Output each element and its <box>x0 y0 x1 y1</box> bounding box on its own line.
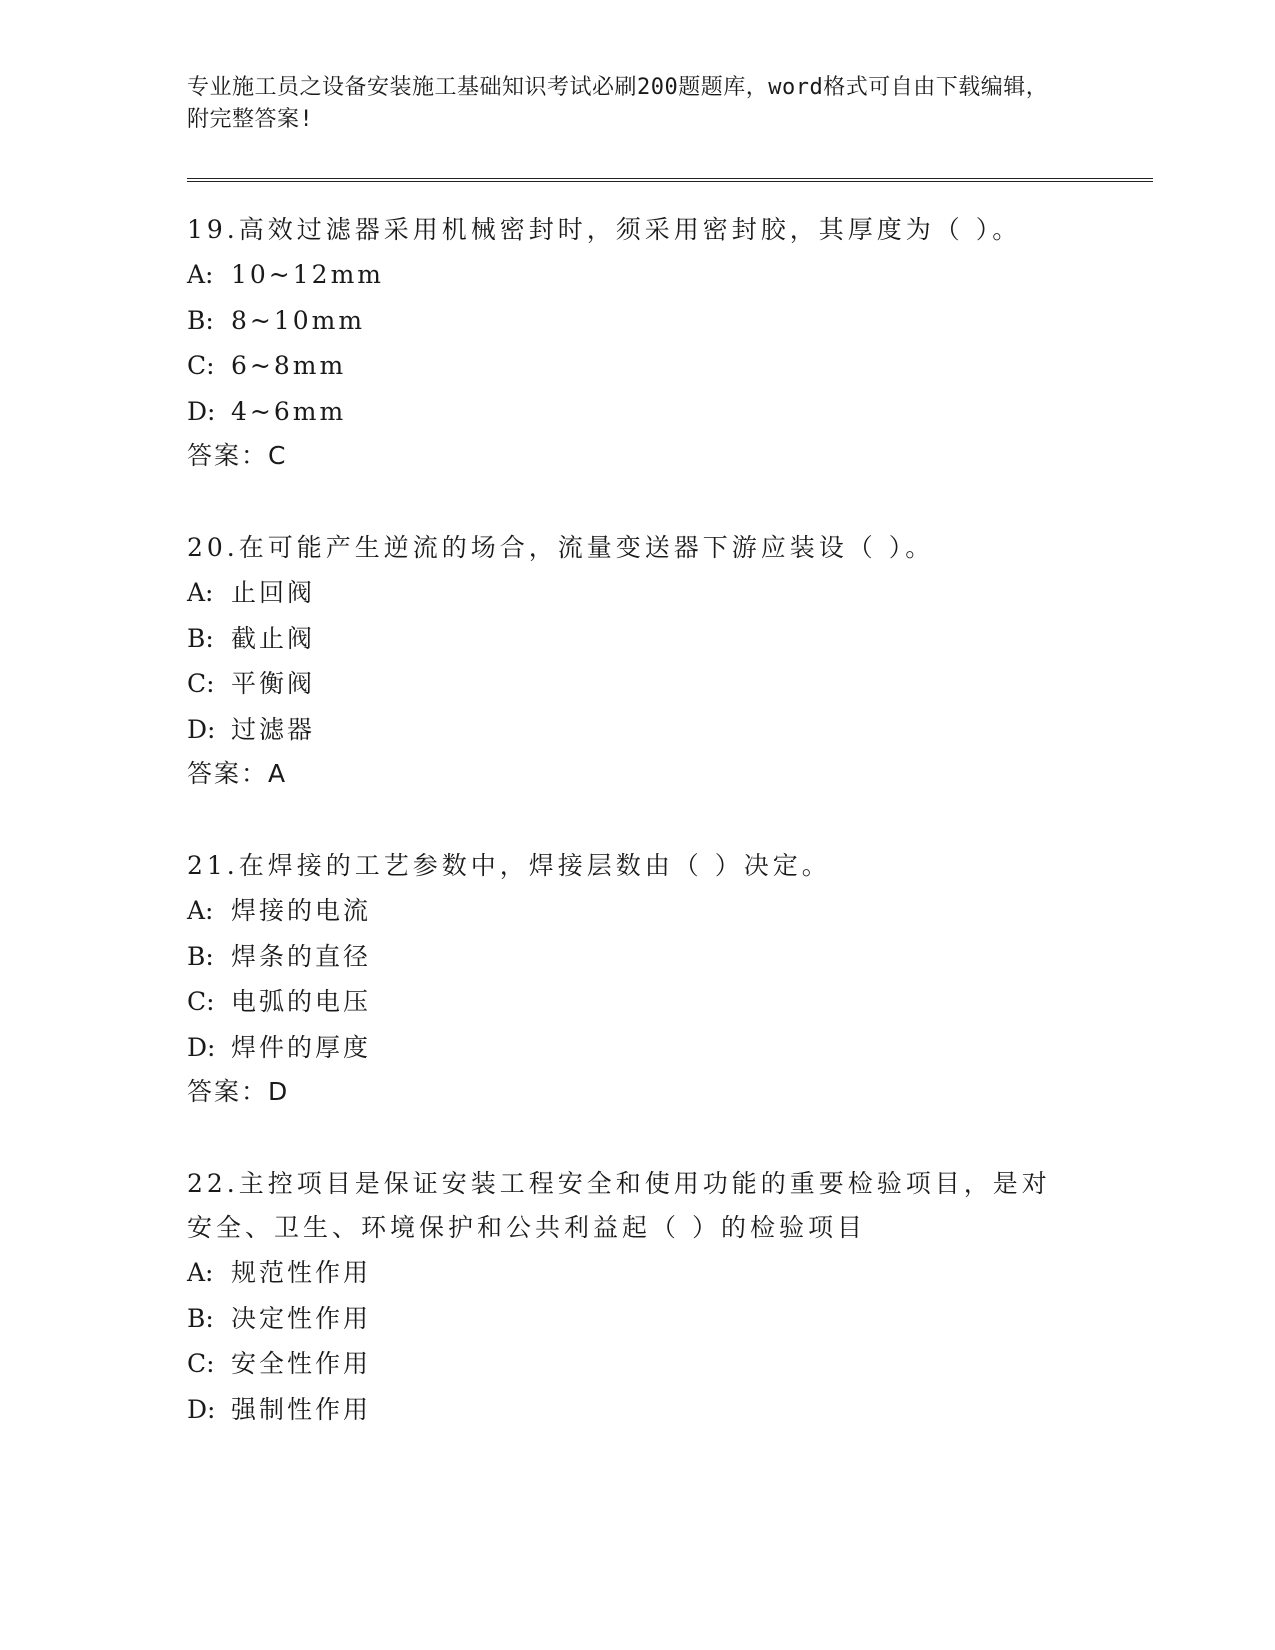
option-text: 焊接的电流 <box>231 896 372 925</box>
option-key: A: <box>187 1258 214 1287</box>
option-d <box>187 707 1067 753</box>
option-b <box>187 616 1067 662</box>
question-22 <box>187 1162 1067 1432</box>
option-d <box>187 389 1067 435</box>
option-key: A: <box>187 896 214 925</box>
answer-line: 答案：C <box>187 441 288 470</box>
question-stem: 20.在可能产生逆流的场合，流量变送器下游应装设（ ）。 <box>187 533 935 562</box>
answer-line: 答案：D <box>187 1077 290 1106</box>
option-a <box>187 570 1067 616</box>
option-text: 规范性作用 <box>231 1258 372 1287</box>
option-key: B: <box>187 941 214 971</box>
option-text: 4~6mm <box>231 396 347 426</box>
option-b <box>187 934 1067 980</box>
option-text: 决定性作用 <box>231 1303 372 1333</box>
option-a <box>187 888 1067 934</box>
option-d <box>187 1387 1067 1433</box>
option-key: D: <box>187 714 216 744</box>
option-text: 8~10mm <box>231 305 366 335</box>
header-divider <box>187 178 1153 182</box>
option-a <box>187 1250 1067 1296</box>
option-key: D: <box>187 1032 216 1062</box>
option-c <box>187 343 1067 389</box>
option-key: D: <box>187 396 216 426</box>
option-key: C: <box>187 987 215 1016</box>
option-b <box>187 298 1067 344</box>
option-key: D: <box>187 1394 216 1424</box>
option-key: C: <box>187 1349 215 1378</box>
option-key: B: <box>187 305 214 335</box>
option-key: C: <box>187 351 215 380</box>
option-text: 安全性作用 <box>231 1349 372 1378</box>
option-text: 电弧的电压 <box>231 987 372 1016</box>
option-key: B: <box>187 1303 214 1333</box>
option-key: B: <box>187 623 214 653</box>
option-text: 焊件的厚度 <box>231 1032 372 1062</box>
question-stem: 22.主控项目是保证安装工程安全和使用功能的重要检验项目，是对安全、卫生、环境保护和公共利益起（ ）的检验项目 <box>187 1169 1051 1242</box>
option-c <box>187 979 1067 1025</box>
option-c <box>187 661 1067 707</box>
option-text: 截止阀 <box>231 623 316 653</box>
option-a <box>187 252 1067 298</box>
question-20 <box>187 526 1067 796</box>
option-text: 强制性作用 <box>231 1394 372 1424</box>
option-key: A: <box>187 578 214 607</box>
option-text: 6~8mm <box>231 351 347 380</box>
option-text: 过滤器 <box>231 714 316 744</box>
option-key: A: <box>187 260 214 289</box>
answer-line: 答案：A <box>187 759 288 788</box>
option-text: 平衡阀 <box>231 669 316 698</box>
question-19 <box>187 208 1067 478</box>
question-21 <box>187 844 1067 1114</box>
option-key: C: <box>187 669 215 698</box>
option-c <box>187 1341 1067 1387</box>
option-d <box>187 1025 1067 1071</box>
option-text: 止回阀 <box>231 578 316 607</box>
document-title: 专业施工员之设备安装施工基础知识考试必刷200题题库，word格式可自由下载编辑，附完整答案! <box>187 75 1049 132</box>
question-stem: 21.在焊接的工艺参数中，焊接层数由（ ）决定。 <box>187 851 831 880</box>
option-b <box>187 1296 1067 1342</box>
option-text: 10~12mm <box>231 260 384 289</box>
question-stem: 19.高效过滤器采用机械密封时，须采用密封胶，其厚度为（ ）。 <box>187 215 1022 244</box>
option-text: 焊条的直径 <box>231 941 372 971</box>
